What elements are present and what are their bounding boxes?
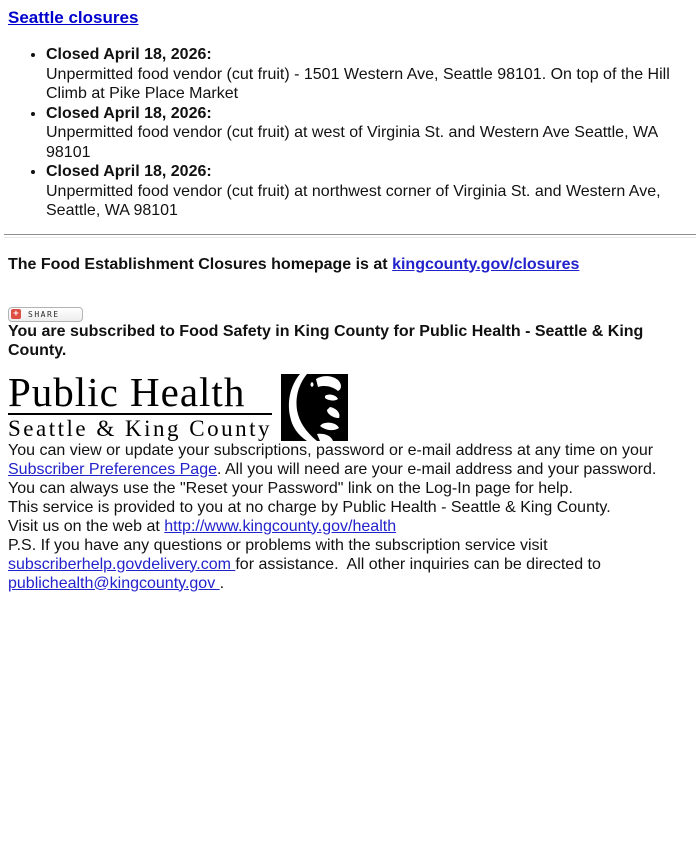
ps-text-1: P.S. If you have any questions or problems with the subscription service visit xyxy=(8,536,552,554)
share-button-label: SHARE xyxy=(28,309,60,319)
section-divider xyxy=(4,234,696,238)
logo-subtitle: Seattle & King County xyxy=(8,415,272,441)
preferences-text-before: You can view or update your subscriptions, password or e-mail address at any time on your xyxy=(8,441,654,459)
email-body xyxy=(8,8,692,593)
homepage-line-text: The Food Establishment Closures homepage is at xyxy=(8,255,393,273)
web-text-before: Visit us on the web at xyxy=(8,517,165,535)
preferences-paragraph xyxy=(8,441,692,479)
share-button[interactable] xyxy=(8,307,83,322)
closure-description: Unpermitted food vendor (cut fruit) at northwest corner of Virginia St. and Western Ave, Seattle, WA 98101 xyxy=(46,182,661,219)
service-paragraph: This service is provided to you at no charge by Public Health - Seattle & King County. xyxy=(8,498,611,516)
closure-item xyxy=(46,104,692,163)
closure-item xyxy=(46,45,692,104)
share-plus-icon: + xyxy=(11,309,21,319)
web-paragraph xyxy=(8,517,692,536)
closures-homepage-link[interactable]: kingcounty.gov/closures xyxy=(392,255,580,273)
kingcounty-health-link[interactable]: http://www.kingcounty.gov/health xyxy=(164,517,397,535)
closure-item xyxy=(46,162,692,221)
closure-date: Closed April 18, 2026: xyxy=(46,104,212,122)
subscription-notice: You are subscribed to Food Safety in King County for Public Health - Seattle & King County. xyxy=(8,322,644,359)
closure-date: Closed April 18, 2026: xyxy=(46,46,212,63)
password-help-paragraph: You can always use the "Reset your Password" link on the Log-In page for help. xyxy=(8,479,573,497)
logo-text xyxy=(8,368,272,441)
closure-date: Closed April 18, 2026: xyxy=(46,163,212,180)
logo-title: Public Health xyxy=(8,374,272,415)
face-profile-art-icon xyxy=(281,374,348,441)
publichealth-email-link[interactable]: publichealth@kingcounty.gov xyxy=(8,574,220,592)
homepage-line xyxy=(8,255,692,274)
public-health-logo xyxy=(8,368,692,441)
ps-text-2: for assistance. All other inquiries can be directed to xyxy=(235,555,606,573)
subscriber-preferences-link[interactable]: Subscriber Preferences Page xyxy=(8,460,217,478)
seattle-closures-link[interactable]: Seattle closures xyxy=(8,8,139,27)
closure-list xyxy=(8,45,692,221)
closure-description: Unpermitted food vendor (cut fruit) at west of Virginia St. and Western Ave Seattle, WA 98101 xyxy=(46,124,658,161)
ps-paragraph xyxy=(8,536,692,593)
subscriberhelp-link[interactable]: subscriberhelp.govdelivery.com xyxy=(8,555,236,573)
preferences-text-after: . All you will need are your e-mail address and your password. xyxy=(217,460,657,478)
ps-text-3: . xyxy=(219,574,225,592)
closure-description: Unpermitted food vendor (cut fruit) - 1501 Western Ave, Seattle 98101. On top of the Hill Climb at Pike Place Market xyxy=(46,65,670,102)
